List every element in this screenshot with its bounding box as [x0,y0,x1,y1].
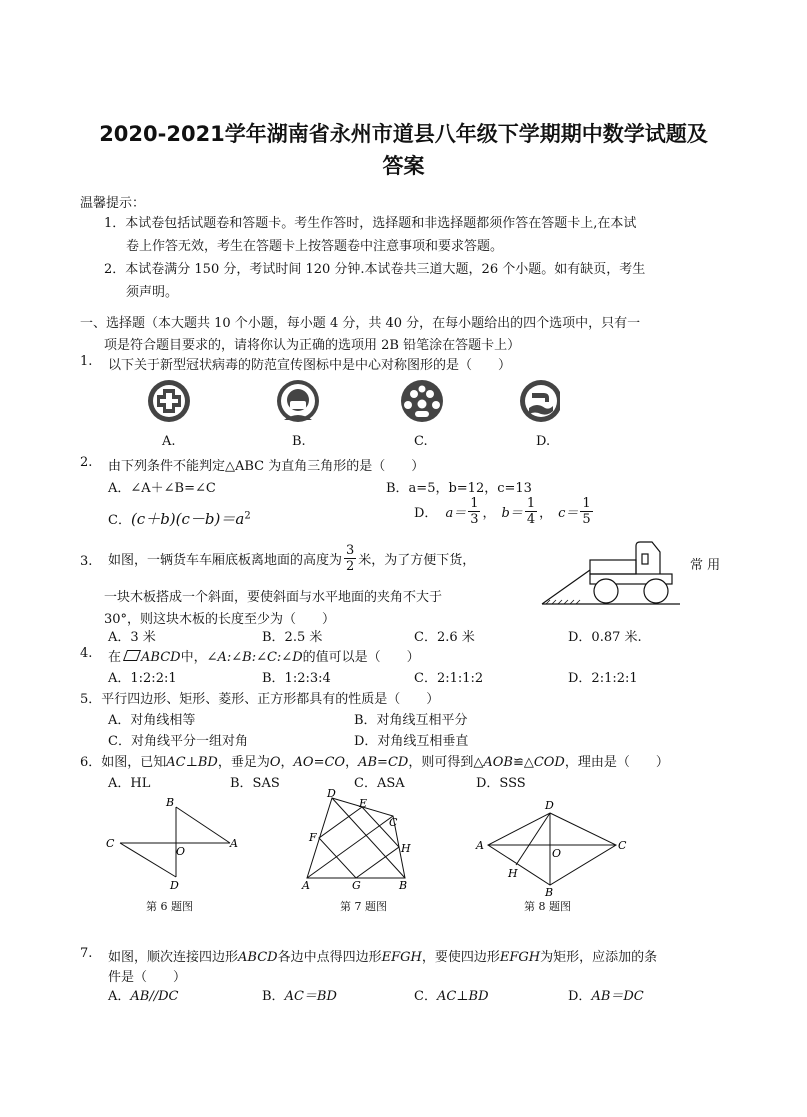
q4-text: 在 ABCD中，∠A:∠B:∠C:∠D的值可以是（ ） [108,650,420,665]
notice-item-2: 2．本试卷满分 150 分，考试时间 120 分钟.本试卷共三道大题，26 个小题。如有缺页，考生 [104,262,646,277]
q1-option-a: A. [162,434,176,449]
q4-number: 4. [80,646,93,661]
q3-text: 如图，一辆货车车厢底板离地面的高度为 $\frac{3}{2}$ 米，为了方便下货， [108,543,476,574]
fig8-label-c: C [618,839,627,852]
notice-title: 温馨提示： [80,196,146,211]
q4-option-a: A．1:2:2:1 [108,671,177,686]
q7-option-c: C．AC⊥BD [414,989,489,1004]
truck-icon [542,542,680,604]
fig6-label-b: B [166,796,175,809]
page-title: 2020-2021学年湖南省永州市道县八年级下学期期中数学试题及 [99,122,708,146]
q3-text-line2: 一块木板搭成一个斜面，要使斜面与水平地面的夹角不大于 [104,590,443,605]
fig7-label-c: C [389,816,398,829]
section-heading-cont: 项是符合题目要求的，请将你认为正确的选项用 2B 铅笔涂在答题卡上） [104,338,521,353]
medical-cross-icon [148,380,190,422]
fig7-label-f: F [309,831,317,844]
q4-option-d: D．2:1:2:1 [568,671,638,686]
hand-washing-icon [520,380,560,422]
q7-text: 如图，顺次连接四边形ABCD各边中点得四边形EFGH，要使四边形EFGH为矩形，应添加的条 [108,950,658,965]
q7-number: 7. [80,946,93,961]
fig7-label-g: G [352,879,361,892]
q7-option-b: B．AC＝BD [262,989,337,1004]
q6-option-d: D．SSS [476,776,526,791]
page-title-line2: 答案 [382,154,425,178]
q7-option-a: A．AB//DC [108,989,179,1004]
q3-option-d: D．0.87 米. [568,630,642,645]
fig8-caption: 第 8 题图 [524,900,571,913]
crowd-icon [401,380,443,422]
q3-option-b: B．2.5 米 [262,630,323,645]
q7-option-d: D．AB＝DC [568,989,644,1004]
q5-option-b: B．对角线互相平分 [354,713,468,728]
fig6-label-a: A [230,837,238,850]
figure-7 [295,786,415,896]
q2-option-a: A．∠A＋∠B=∠C [108,481,216,496]
q5-option-c: C．对角线平分一组对角 [108,734,248,749]
masked-person-icon [277,380,319,422]
q4-option-c: C．2:1:1:2 [414,671,484,686]
fig6-label-o: O [176,845,186,858]
q2-text: 由下列条件不能判定△ABC 为直角三角形的是（ ） [108,459,425,474]
figure-8 [472,793,632,898]
q3-number: 3. [80,554,93,569]
q5-option-a: A．对角线相等 [108,713,196,728]
fig8-label-a: A [476,839,484,852]
q1-option-b: B. [292,434,306,449]
figure-6 [100,793,250,893]
q3-option-a: A．3 米 [108,630,156,645]
parallelogram-icon [123,650,141,661]
q2-option-d: D． a＝ $\frac{1}{3}$ ， b＝ $\frac{1}{4}$ ， c＝ $\frac{1}{5}$ [414,496,591,527]
fig8-label-d: D [545,799,554,812]
q5-text: 5．平行四边形、矩形、菱形、正方形都具有的性质是（ ） [80,692,440,707]
q5-option-d: D．对角线互相垂直 [354,734,469,749]
fig6-label-d: D [170,879,179,892]
q6-option-a: A．HL [108,776,151,791]
fig6-label-c: C [106,837,115,850]
notice-item-1-cont: 卷上作答无效，考生在答题卡上按答题卷中注意事项和要求答题。 [126,239,504,254]
q7-text-line2: 件是（ ） [108,970,187,985]
fig7-caption: 第 7 题图 [340,900,387,913]
fig7-label-e: E [359,797,368,810]
q4-option-b: B．1:2:3:4 [262,671,331,686]
fig7-label-a: A [302,879,310,892]
q1-number: 1. [80,354,93,369]
q1-icons [140,375,560,431]
fig7-label-d: D [327,787,336,800]
q3-text-line3: 30°，则这块木板的长度至少为（ ） [104,612,336,627]
notice-item-1: 1．本试卷包括试题卷和答题卡。考生作答时，选择题和非选择题都须作答在答题卡上,在本试 [104,216,637,231]
q2-option-c: C．$(c+b)(c-b)=a^2$ [108,510,251,528]
truck-figure [538,536,683,608]
fig8-label-h: H [508,867,518,880]
q6-text: 6．如图，已知AC⊥BD，垂足为O，AO=CO，AB=CD，则可得到△AOB≌△COD，理由是（ ） [80,755,669,770]
q1-option-c: C. [414,434,428,449]
section-heading: 一、选择题（本大题共 10 个小题，每小题 4 分，共 40 分，在每小题给出的四个选项中，只有一 [80,316,641,331]
fig8-label-b: B [545,886,554,898]
fig6-caption: 第 6 题图 [146,900,193,913]
notice-item-2-cont: 须声明。 [126,285,179,300]
fig7-label-b: B [399,879,408,892]
q1-text: 以下关于新型冠状病毒的防范宣传图标中是中心对称图形的是（ ） [108,358,512,373]
q6-option-c: C．ASA [354,776,405,791]
q3-option-c: C．2.6 米 [414,630,475,645]
q3-text-end: 常 用 [690,558,721,573]
q2-number: 2. [80,455,93,470]
q6-option-b: B．SAS [230,776,280,791]
fig7-label-h: H [401,842,411,855]
q2-option-b: B．a=5，b=12，c=13 [386,481,532,496]
fig8-label-o: O [552,847,562,860]
q1-option-d: D. [536,434,551,449]
